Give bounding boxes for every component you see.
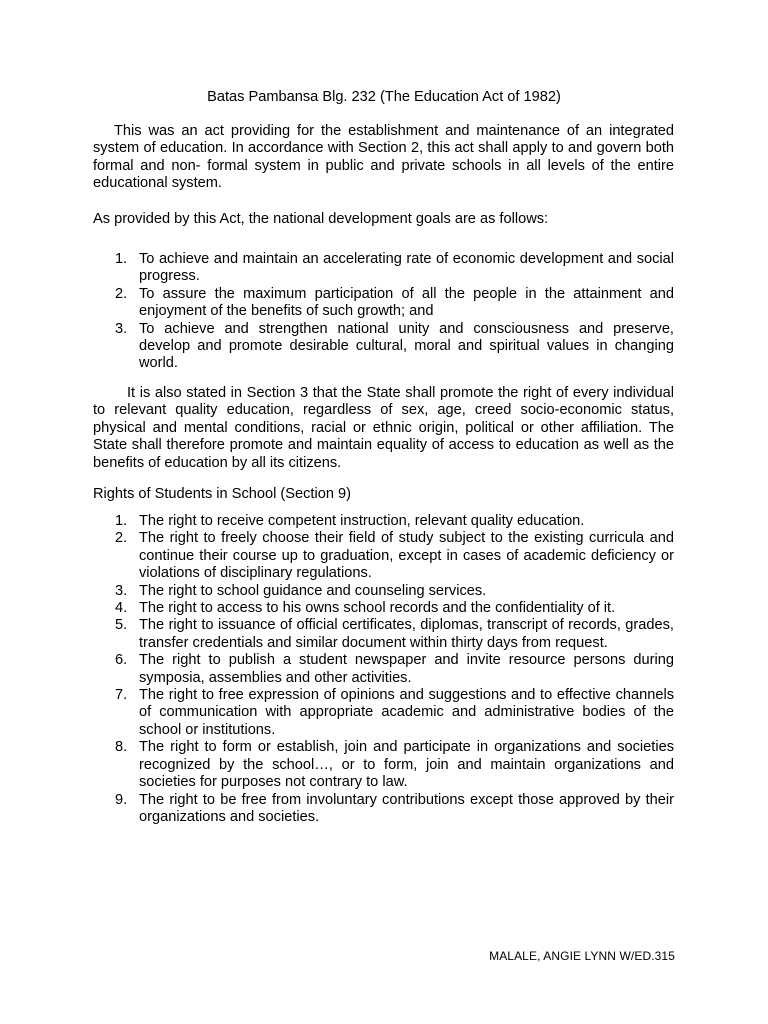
goals-list bbox=[93, 251, 674, 373]
list-item bbox=[93, 530, 674, 582]
rights-list bbox=[93, 513, 674, 826]
list-item bbox=[93, 583, 674, 600]
intro-paragraph: This was an act providing for the establishment and maintenance of an integrated system of education. In accordance with Section 2, this act shall apply to and govern both formal and non- formal system in public and private schools in all levels of the entire educational system. bbox=[93, 123, 674, 192]
list-text: The right to school guidance and counseling services. bbox=[139, 582, 487, 599]
list-text: The right to free expression of opinions and suggestions and to effective channels of communication with appropriate academic and administrative bodies of the school or institutions. bbox=[139, 687, 674, 738]
author-footer: MALALE, ANGIE LYNN W/ED.315 bbox=[489, 949, 675, 963]
list-number: 7. bbox=[115, 687, 128, 704]
list-item bbox=[93, 600, 674, 617]
list-number: 3. bbox=[115, 582, 128, 599]
list-number: 5. bbox=[115, 617, 128, 634]
list-text: To achieve and maintain an accelerating rate of economic development and social progress. bbox=[139, 251, 674, 285]
list-item bbox=[93, 286, 674, 321]
list-text: To assure the maximum participation of all the people in the attainment and enjoyment of the benefits of such growth; and bbox=[139, 285, 674, 320]
list-number: 1. bbox=[115, 513, 128, 529]
list-item bbox=[93, 792, 674, 827]
list-number: 2. bbox=[115, 285, 128, 302]
list-text: The right to be free from involuntary contributions except those approved by their organizations and societies. bbox=[139, 791, 674, 825]
list-number: 3. bbox=[115, 320, 128, 337]
document-title: Batas Pambansa Blg. 232 (The Education Act of 1982) bbox=[207, 89, 561, 105]
list-text: The right to freely choose their field of study subject to the existing curricula and continue their course up to graduation, except in cases of academic deficiency or violations of disciplinary regulations. bbox=[139, 530, 674, 582]
list-text: The right to publish a student newspaper and invite resource persons during symposia, assemblies and other activities. bbox=[139, 652, 674, 686]
list-text: The right to receive competent instruction, relevant quality education. bbox=[139, 513, 585, 529]
list-item bbox=[93, 652, 674, 687]
list-item bbox=[93, 321, 674, 373]
list-text: The right to issuance of official certificates, diplomas, transcript of records, grades, transfer credentials and similar document within thirty days from request. bbox=[139, 617, 674, 651]
list-number: 4. bbox=[115, 600, 128, 617]
list-item bbox=[93, 251, 674, 286]
list-item bbox=[93, 617, 674, 652]
list-number: 1. bbox=[115, 251, 128, 267]
list-text: The right to form or establish, join and participate in organizations and societies recognized by the school…, or to form, join and maintain organizations and societies for purposes not contrary to law. bbox=[139, 739, 674, 791]
list-item bbox=[93, 513, 674, 530]
list-number: 9. bbox=[115, 791, 128, 808]
list-text: To achieve and strengthen national unity and consciousness and preserve, develop and promote desirable cultural, moral and spiritual values in changing world. bbox=[139, 320, 674, 372]
list-item bbox=[93, 739, 674, 791]
goals-intro: As provided by this Act, the national development goals are as follows: bbox=[93, 211, 549, 227]
list-text: The right to access to his owns school records and the confidentiality of it. bbox=[139, 600, 616, 617]
list-item bbox=[93, 687, 674, 739]
list-number: 6. bbox=[115, 652, 128, 669]
rights-heading: Rights of Students in School (Section 9) bbox=[93, 486, 351, 502]
list-number: 2. bbox=[115, 530, 128, 547]
list-number: 8. bbox=[115, 739, 128, 756]
section3-paragraph: It is also stated in Section 3 that the State shall promote the right of every individual to relevant quality education, regardless of sex, age, creed socio-economic status, physical and mental conditions, racial or ethnic origin, political or other affiliation. The State shall therefore promote and maintain equality of access to education as well as the benefits of education by all its citizens. bbox=[93, 385, 674, 471]
